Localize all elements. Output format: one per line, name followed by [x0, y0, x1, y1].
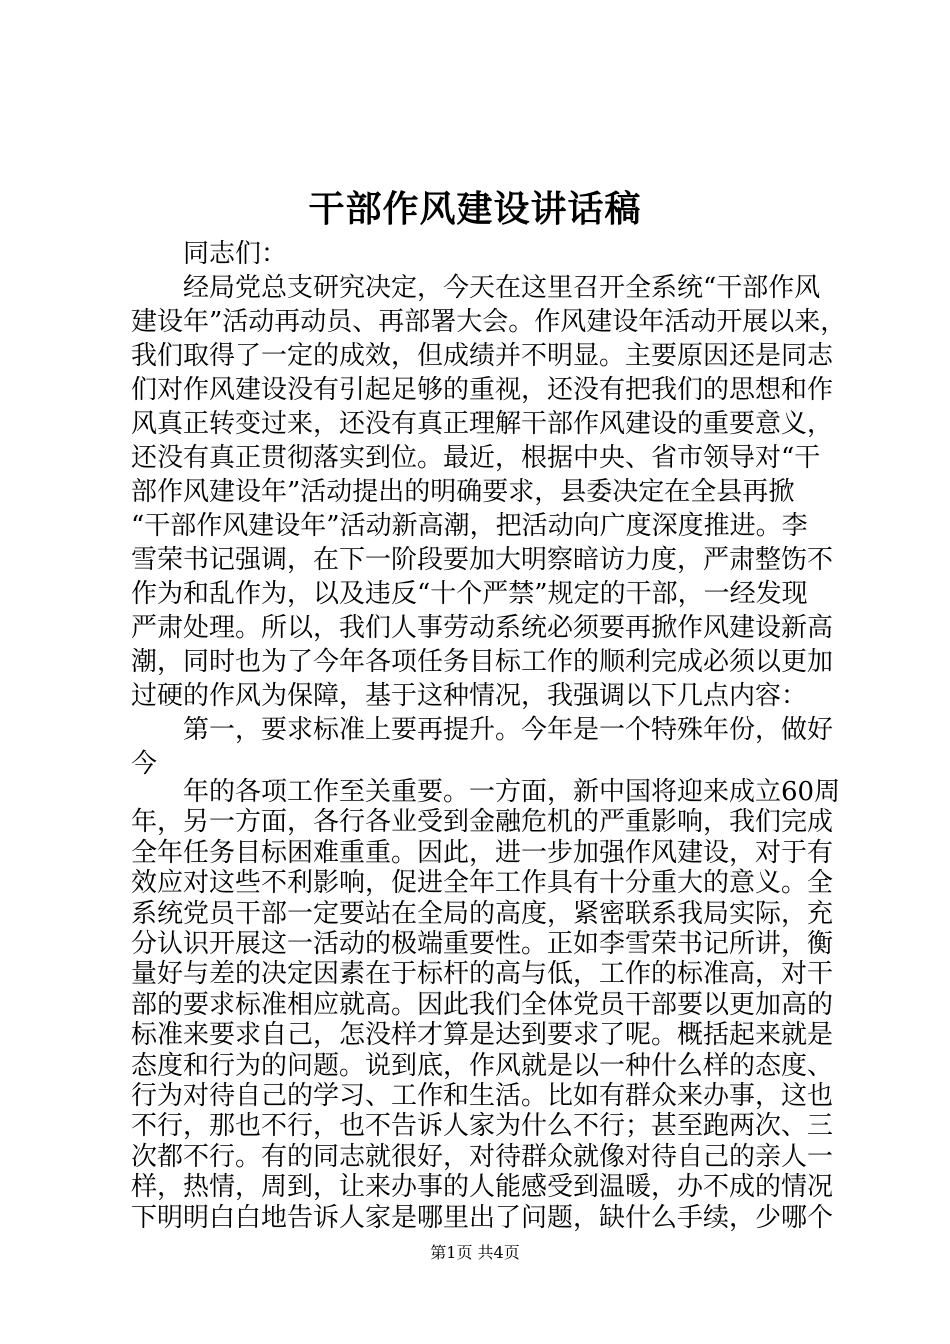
- body-line: 潮，同时也为了今年各项任务目标工作的顺利完成必须以更加: [131, 647, 834, 677]
- body-line: 还没有真正贯彻落实到位。最近，根据中央、省市领导对“干: [131, 443, 821, 473]
- body-line: 作为和乱作为，以及违反“十个严禁”规定的干部，一经发现: [131, 579, 808, 609]
- body-line: 雪荣书记强调，在下一阶段要加大明察暗访力度，严肃整饬不: [131, 545, 834, 575]
- body-line: “干部作风建设年”活动新高潮，把活动向广度深度推进。李: [131, 511, 808, 541]
- body-line: 建设年”活动再动员、再部署大会。作风建设年活动开展以来，: [131, 307, 847, 337]
- body-line: 系统党员干部一定要站在全局的高度，紧密联系我局实际，充: [131, 898, 834, 929]
- body-line: 部作风建设年”活动提出的明确要求，县委决定在全县再掀: [131, 477, 795, 507]
- body-line: 分认识开展这一活动的极端重要性。正如李雪荣书记所讲，衡: [131, 929, 834, 959]
- body-line: 第一，要求标准上要再提升。今年是一个特殊年份，做好: [131, 715, 834, 745]
- body-line: 样，热情，周到，让来办事的人能感受到温暖，办不成的情况: [131, 1172, 834, 1203]
- body-line: 们对作风建设没有引起足够的重视，还没有把我们的思想和作: [131, 375, 834, 405]
- body-line: 下明明白白地告诉人家是哪里出了问题，缺什么手续，少哪个: [131, 1202, 834, 1233]
- document-title: 干部作风建设讲话稿: [308, 188, 642, 230]
- body-line: 同志们：: [131, 239, 288, 269]
- body-line: 年的各项工作至关重要。一方面，新中国将迎来成立60周: [131, 777, 841, 807]
- body-line: 今: [131, 749, 158, 779]
- body-line: 量好与差的决定因素在于标杆的高与低，工作的标准高，对干: [131, 959, 834, 990]
- body-line: 全年任务目标困难重重。因此，进一步加强作风建设，对于有: [131, 837, 834, 868]
- body-line: 过硬的作风为保障，基于这种情况，我强调以下几点内容：: [131, 681, 808, 711]
- body-line: 风真正转变过来，还没有真正理解干部作风建设的重要意义，: [131, 409, 834, 439]
- body-line: 我们取得了一定的成效，但成绩并不明显。主要原因还是同志: [131, 341, 834, 371]
- body-line: 态度和行为的问题。说到底，作风就是以一种什么样的态度、: [131, 1050, 834, 1081]
- page-footer: 第1页 共4页: [430, 1243, 520, 1262]
- body-line: 部的要求标准相应就高。因此我们全体党员干部要以更加高的: [131, 989, 834, 1020]
- body-line: 年，另一方面，各行各业受到金融危机的严重影响，我们完成: [131, 807, 834, 838]
- body-line: 不行，那也不行，也不告诉人家为什么不行；甚至跑两次、三: [131, 1111, 834, 1142]
- body-line: 严肃处理。所以，我们人事劳动系统必须要再掀作风建设新高: [131, 613, 834, 643]
- body-line: 经局党总支研究决定，今天在这里召开全系统“干部作风: [131, 273, 821, 303]
- body-line: 行为对待自己的学习、工作和生活。比如有群众来办事，这也: [131, 1081, 834, 1111]
- body-line: 效应对这些不利影响，促进全年工作具有十分重大的意义。全: [131, 868, 834, 899]
- body-line: 标准来要求自己，怎没样才算是达到要求了呢。概括起来就是: [131, 1020, 834, 1051]
- body-line: 次都不行。有的同志就很好，对待群众就像对待自己的亲人一: [131, 1141, 834, 1172]
